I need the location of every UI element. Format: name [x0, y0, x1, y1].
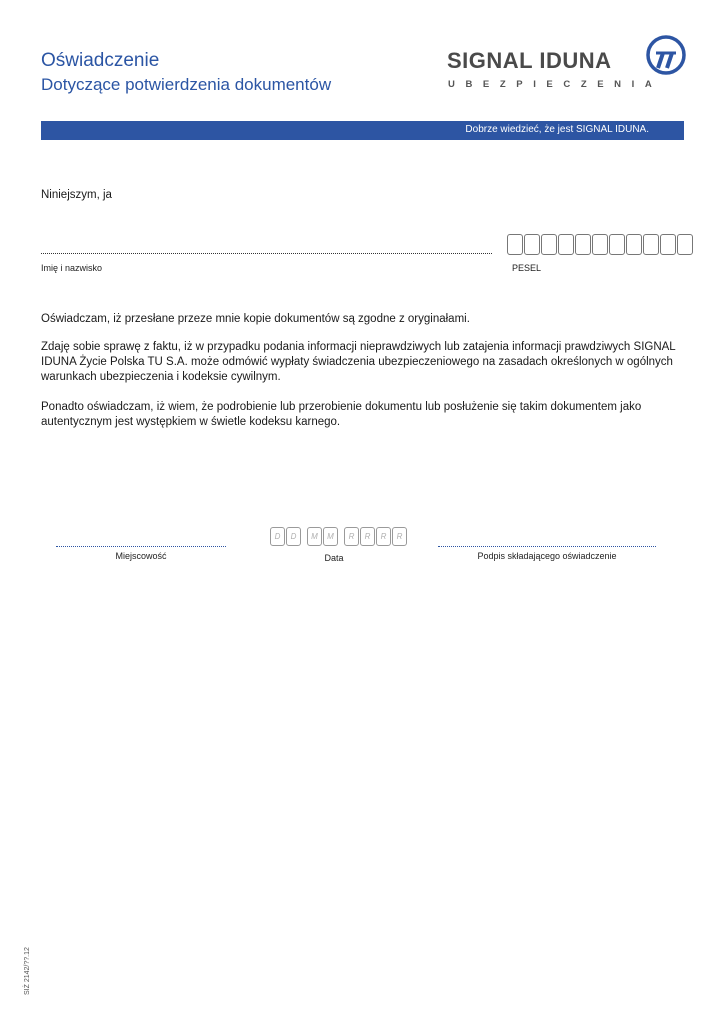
signature-field[interactable] — [438, 538, 656, 547]
slogan-text: Dobrze wiedzieć, że jest SIGNAL IDUNA. — [465, 124, 649, 135]
signature-label: Podpis składającego oświadczenie — [477, 551, 617, 561]
place-field[interactable] — [56, 538, 226, 547]
pesel-digit-box[interactable] — [575, 234, 591, 255]
name-field[interactable] — [41, 243, 492, 254]
pesel-digit-box[interactable] — [524, 234, 540, 255]
date-year-box[interactable]: R — [360, 527, 375, 546]
date-label: Data — [324, 553, 344, 563]
date-year-box[interactable]: R — [376, 527, 391, 546]
pesel-digit-box[interactable] — [609, 234, 625, 255]
statement-paragraph: Ponadto oświadczam, iż wiem, że podrobienie lub przerobienie dokumentu lub posłużenie się takim dokumentem jako autentycznym jest występkiem w świetle kodeksu karnego. — [41, 401, 642, 428]
brand-tagline: UBEZPIECZENIA — [448, 79, 663, 90]
date-field[interactable] — [270, 527, 407, 546]
date-day-box[interactable]: D — [270, 527, 285, 546]
place-label: Miejscowość — [115, 551, 167, 561]
brand-name: SIGNAL IDUNA — [447, 48, 612, 73]
date-month-box[interactable]: M — [323, 527, 338, 546]
date-year-box[interactable]: R — [344, 527, 359, 546]
page-title: Oświadczenie — [41, 50, 160, 71]
pesel-digit-box[interactable] — [677, 234, 693, 255]
form-code: SIŻ 2142/??.12 — [24, 947, 31, 995]
pesel-field[interactable] — [507, 234, 693, 255]
intro-text: Niniejszym, ja — [41, 189, 112, 201]
statement-paragraph: Zdaję sobie sprawę z faktu, iż w przypadku podania informacji nieprawdziwych lub zatajenia informacji prawdziwych SIGNAL IDUNA Życie Polska TU S.A. może odmówić wypłaty świadczenia ubezpieczeniowego na zasadach określonych w ogólnych warunkach ubezpieczenia i kodeksie cywilnym. — [41, 341, 676, 383]
pesel-digit-box[interactable] — [626, 234, 642, 255]
date-day-box[interactable]: D — [286, 527, 301, 546]
name-label: Imię i nazwisko — [41, 263, 103, 273]
pesel-digit-box[interactable] — [660, 234, 676, 255]
page-subtitle: Dotyczące potwierdzenia dokumentów — [41, 75, 332, 94]
date-month-box[interactable]: M — [307, 527, 322, 546]
pesel-label: PESEL — [512, 263, 542, 273]
pesel-digit-box[interactable] — [541, 234, 557, 255]
statement-paragraph: Oświadczam, iż przesłane przeze mnie kopie dokumentów są zgodne z oryginałami. — [41, 313, 470, 325]
signal-iduna-logo-icon — [646, 35, 686, 75]
pesel-digit-box[interactable] — [592, 234, 608, 255]
pesel-digit-box[interactable] — [643, 234, 659, 255]
pesel-digit-box[interactable] — [507, 234, 523, 255]
pesel-digit-box[interactable] — [558, 234, 574, 255]
date-year-box[interactable]: R — [392, 527, 407, 546]
